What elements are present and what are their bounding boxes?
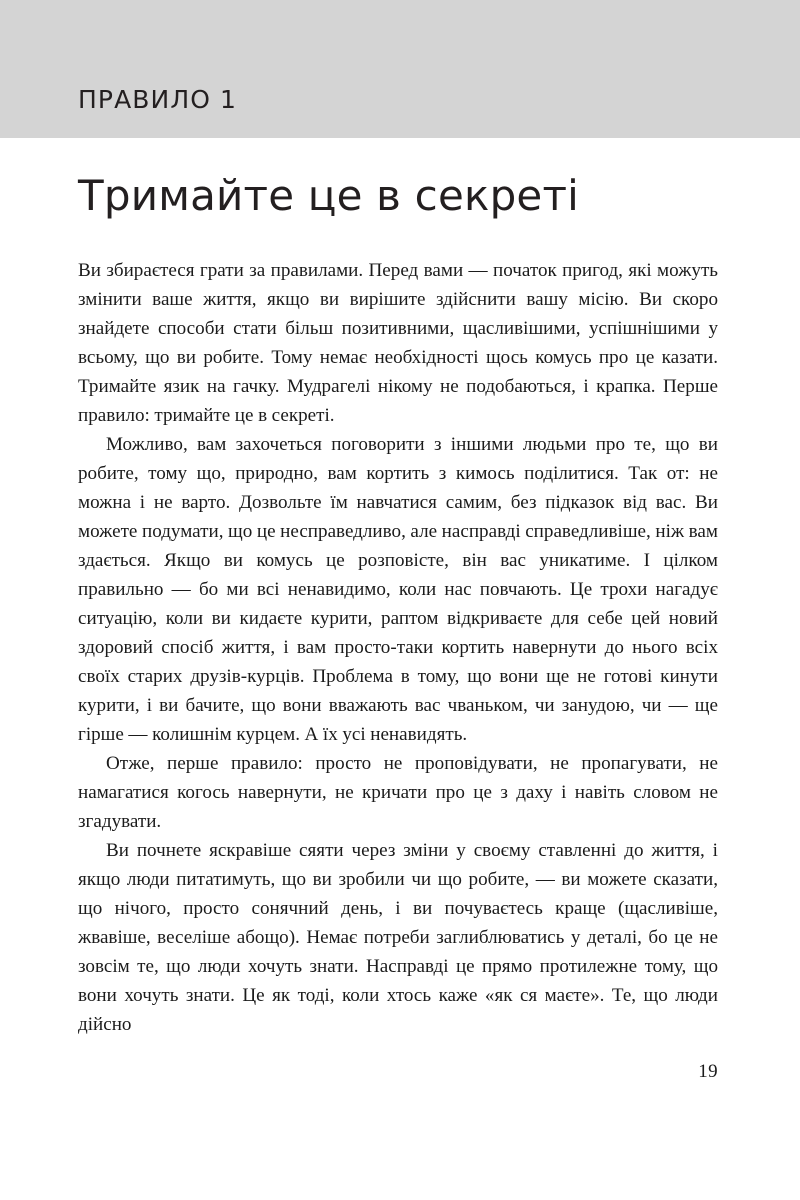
- body-paragraph: Отже, перше правило: просто не проповідувати, не пропагувати, не намагатися когось навернути, не кричати про це з даху і навіть словом не згадувати.: [78, 753, 718, 832]
- body-text-column: [78, 256, 718, 1039]
- body-paragraph: Ви почнете яскравіше сяяти через зміни у своєму ставленні до життя, і якщо люди питатимуть, що ви зробили чи що робите, — ви можете сказати, що нічого, просто сонячний день, і ви почуваєтесь краще (щасливіше, жвавіше, веселіше абощо). Немає потреби заглиблюватись у деталі, бо це не зовсім те, що люди хочуть знати. Насправді це прямо протилежне тому, що вони хочуть знати. Це як тоді, коли хтось каже «як ся маєте». Те, що люди дійсно: [78, 840, 718, 1035]
- rule-number-label: ПРАВИЛО 1: [78, 85, 238, 114]
- body-paragraph: Ви збираєтеся грати за правилами. Перед вами — початок пригод, які можуть змінити ваше життя, якщо ви вирішите здійснити вашу місію. Ви скоро знайдете способи стати більш позитивними, щасливішими, успішнішими у всьому, що ви робите. Тому немає необхідності щось комусь про це казати. Тримайте язик на гачку. Мудрагелі нікому не подобаються, і крапка. Перше правило: тримайте це в секреті.: [78, 260, 718, 426]
- chapter-header-band: [0, 0, 800, 138]
- page-number: 19: [698, 1061, 718, 1082]
- chapter-title: Тримайте це в секреті: [78, 171, 580, 220]
- body-paragraph: Можливо, вам захочеться поговорити з іншими людьми про те, що ви робите, тому що, природно, вам кортить з кимось поділитися. Так от: не можна і не варто. Дозвольте їм навчатися самим, без підказок від вас. Ви можете подумати, що це несправедливо, але насправді справедливіше, ніж вам здається. Якщо ви комусь це розповісте, він вас уникатиме. І цілком правильно — бо ми всі ненавидимо, коли нас повчають. Це трохи нагадує ситуацію, коли ви кидаєте курити, раптом відкриваєте для себе цей новий здоровий спосіб життя, і вам просто-таки кортить навернути до нього всіх своїх старих друзів-курців. Проблема в тому, що вони ще не готові кинути курити, і ви бачите, що вони вважають вас чваньком, чи занудою, чи — ще гірше — колишнім курцем. А їх усі ненавидять.: [78, 434, 718, 745]
